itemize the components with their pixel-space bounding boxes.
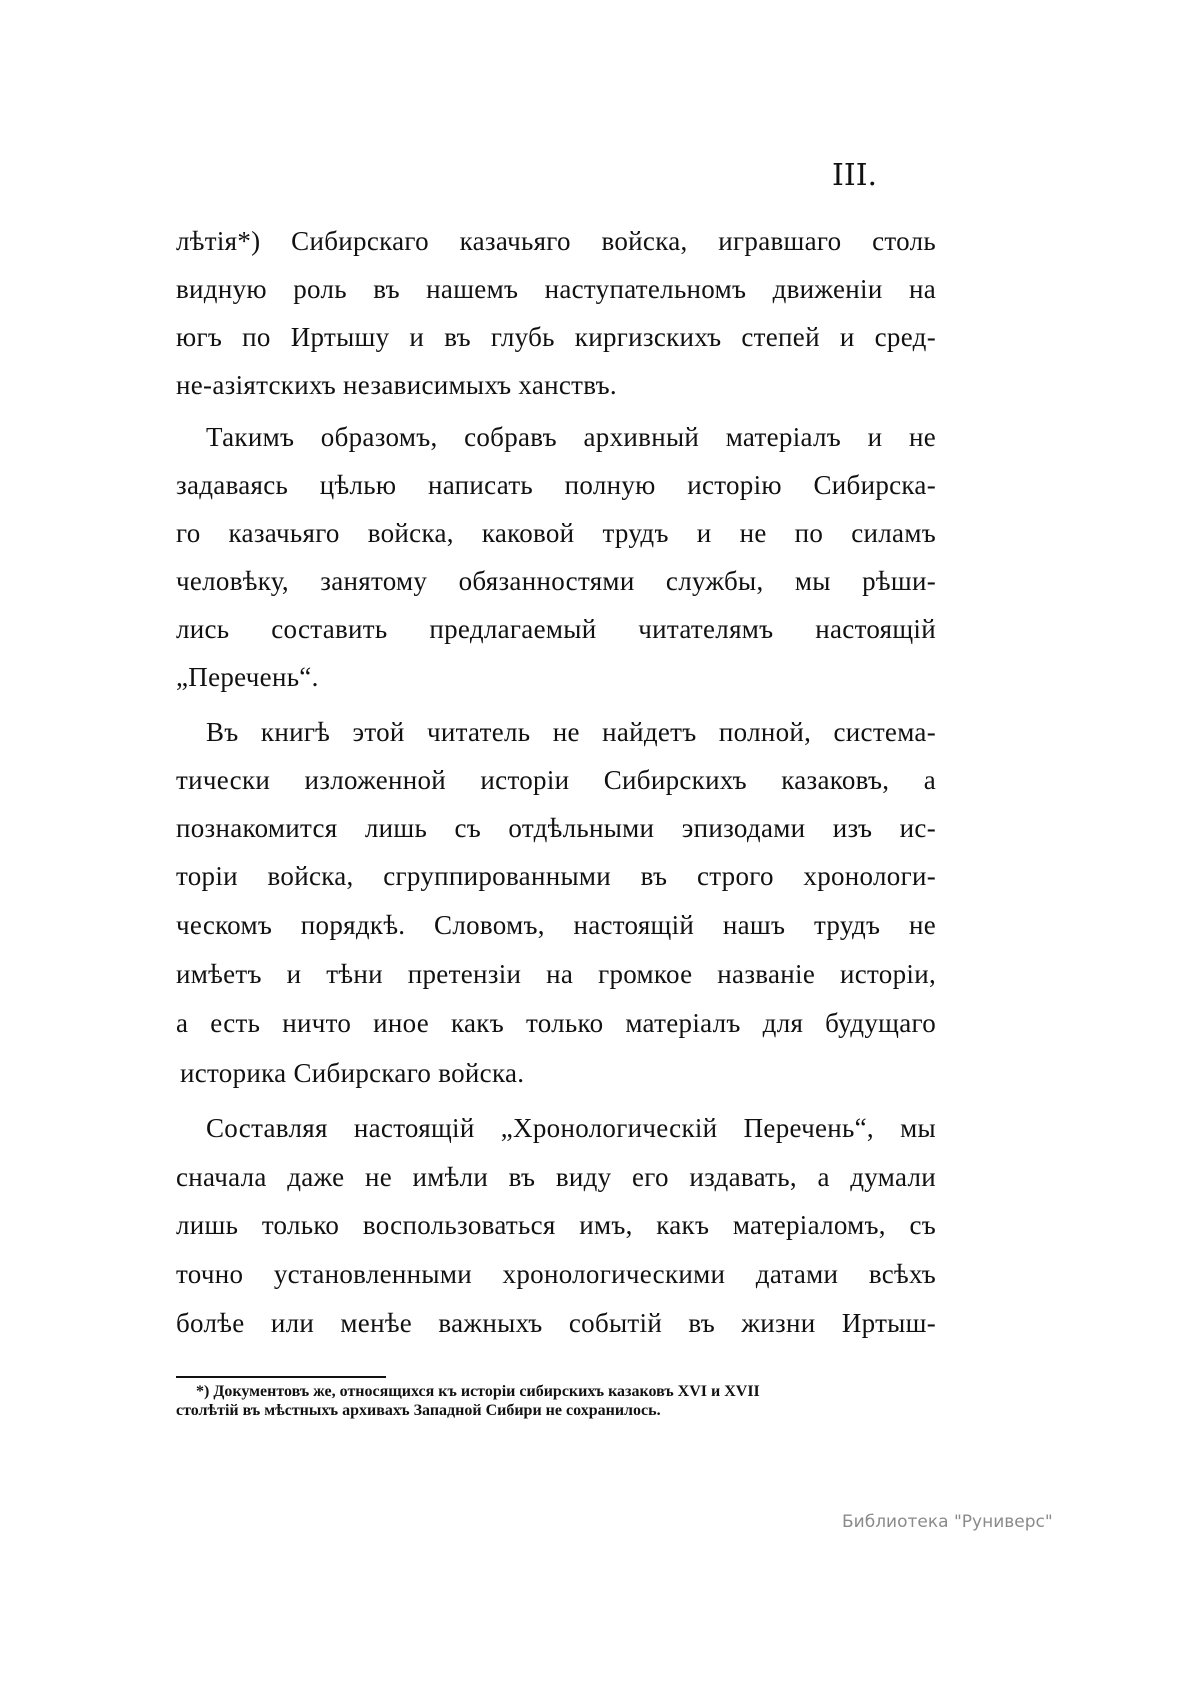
text-line: а есть ничто иное какъ только матеріалъ для будущаго xyxy=(176,1008,936,1038)
text-line: человѣку, занятому обязанностями службы, мы рѣши- xyxy=(176,566,936,596)
text-line: ческомъ порядкѣ. Словомъ, настоящій нашъ трудъ не xyxy=(176,910,936,940)
text-line: лишь только воспользоваться имъ, какъ матеріаломъ, съ xyxy=(176,1210,936,1240)
text-line: сначала даже не имѣли въ виду его издавать, а думали xyxy=(176,1162,936,1192)
text-line: лѣтія*) Сибирскаго казачьяго войска, игравшаго столь xyxy=(176,226,936,256)
footnote-line: столѣтій въ мѣстныхъ архивахъ Западной Сибири не сохранилось. xyxy=(176,1402,661,1419)
footnote-line: *) Документовъ же, относящихся къ исторіи сибирскихъ казаковъ XVI и XVII xyxy=(196,1383,760,1400)
footnote-rule xyxy=(176,1376,386,1378)
text-line: югъ по Иртышу и въ глубь киргизскихъ степей и сред- xyxy=(176,322,936,352)
text-line: тически изложенной исторіи Сибирскихъ казаковъ, а xyxy=(176,765,936,795)
text-line: Составляя настоящій „Хронологическій Перечень“, мы xyxy=(206,1113,936,1143)
text-line: Такимъ образомъ, собравъ архивный матеріалъ и не xyxy=(206,422,936,452)
text-line: имѣетъ и тѣни претензіи на громкое названіе исторіи, xyxy=(176,959,936,989)
library-watermark: Библиотека "Руниверс" xyxy=(842,1512,1053,1532)
text-line: задаваясь цѣлью написать полную исторію Сибирска- xyxy=(176,470,936,500)
text-line: „Перечень“. xyxy=(176,662,319,692)
text-line: не-азіятскихъ независимыхъ ханствъ. xyxy=(176,370,617,400)
text-line: познакомится лишь съ отдѣльными эпизодами изъ ис- xyxy=(176,813,936,843)
text-line: болѣе или менѣе важныхъ событій въ жизни Иртыш- xyxy=(176,1308,936,1338)
text-line: лись составить предлагаемый читателямъ настоящій xyxy=(176,614,936,644)
text-line: видную роль въ нашемъ наступательномъ движеніи на xyxy=(176,274,936,304)
text-line: го казачьяго войска, каковой трудъ и не по силамъ xyxy=(176,518,936,548)
text-line: торіи войска, сгруппированными въ строго хронологи- xyxy=(176,861,936,891)
page-number: III. xyxy=(832,158,878,193)
text-line: Въ книгѣ этой читатель не найдетъ полной, система- xyxy=(206,717,936,747)
text-line: точно установленными хронологическими датами всѣхъ xyxy=(176,1259,936,1289)
text-line: историка Сибирскаго войска. xyxy=(180,1058,525,1088)
